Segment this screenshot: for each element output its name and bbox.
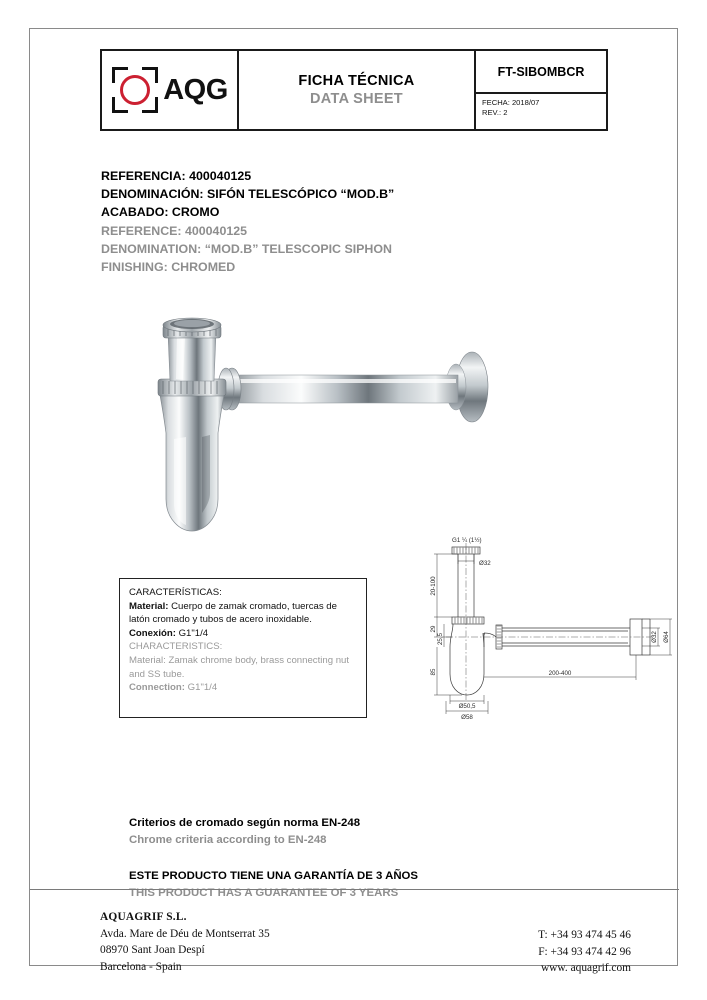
guarantee-en: THIS PRODUCT HAS A GUARANTEE OF 3 YEARS (129, 887, 399, 900)
sheet-title-cell (239, 51, 476, 129)
document-header (100, 49, 608, 131)
company-address-line-1: Avda. Mare de Déu de Montserrat 35 (100, 927, 270, 940)
technical-drawing (422, 529, 692, 729)
dim-flange-diameter: Ø64 (663, 631, 670, 643)
sheet-date: FECHA: 2018/07 (482, 98, 540, 107)
dim-thread: G1 ¼ (1½) (452, 537, 482, 544)
connection-label-en: Connection: (129, 682, 185, 694)
connection-label-es: Conexión: (129, 627, 176, 639)
product-reference-block (101, 167, 571, 276)
company-website[interactable]: www. aquagrif.com (540, 962, 631, 975)
dim-body-inner-diameter: Ø50,5 (458, 703, 476, 710)
dim-body-outer-diameter: Ø58 (461, 714, 473, 721)
dim-telescopic-height: 20-100 (430, 576, 437, 596)
reference-en-1: REFERENCE: 400040125 (101, 223, 248, 238)
sheet-rev: REV.: 2 (482, 108, 508, 118)
material-label-es: Material: (129, 600, 169, 612)
dim-horizontal-length: 200-400 (548, 670, 572, 677)
characteristics-title-es: CARACTERÍSTICAS: (129, 587, 222, 598)
company-fax: F: +34 93 474 42 96 (538, 945, 631, 958)
connection-value-es: G1"1/4 (178, 627, 209, 639)
guarantee-es: ESTE PRODUCTO TIENE UNA GARANTÍA DE 3 AÑOS (129, 870, 419, 882)
company-address-block (100, 909, 270, 975)
material-label-en: Material: (129, 655, 166, 667)
brand-logo-cell (102, 51, 239, 129)
brand-name: AQG (163, 73, 228, 106)
characteristics-title-en: CHARACTERISTICS: (129, 641, 223, 653)
aqg-logo (111, 66, 228, 114)
guarantee-statement (129, 868, 418, 902)
dim-body-height: 85 (430, 668, 437, 676)
dim-inlet-diameter: Ø32 (479, 560, 491, 567)
sheet-title-es: FICHA TÉCNICA (298, 73, 415, 89)
footer-divider (30, 889, 679, 890)
reference-en-3: FINISHING: CHROMED (101, 260, 236, 275)
characteristics-material-es (129, 600, 357, 627)
product-photo (130, 307, 510, 539)
reference-en-2: DENOMINATION: “MOD.B” TELESCOPIC SIPHON (101, 241, 392, 256)
chrome-criteria-statement (129, 815, 360, 849)
company-contact-block (538, 927, 631, 977)
material-text-es: Cuerpo de zamak cromado, tuercas de latón cromado y tubos de acero inoxidable. (129, 600, 337, 626)
reference-es-1: REFERENCIA: 400040125 (101, 169, 252, 183)
company-address-line-2: 08970 Sant Joan Despí (100, 944, 205, 957)
company-phone: T: +34 93 474 45 46 (538, 929, 631, 941)
reference-es-3: ACABADO: CROMO (101, 205, 220, 220)
company-name: AQUAGRIF S.L. (100, 911, 187, 923)
characteristics-material-en (129, 654, 357, 681)
dim-outlet-diameter: Ø32 (651, 631, 658, 643)
dim-offset-height: 25,5 (437, 632, 444, 646)
characteristics-box (119, 578, 367, 718)
chrome-criteria-es: Criterios de cromado según norma EN-248 (129, 817, 361, 829)
sheet-title-en: DATA SHEET (310, 91, 403, 107)
characteristics-connection-en (129, 681, 357, 695)
connection-value-en: G1"1/4 (187, 682, 218, 694)
chrome-criteria-en: Chrome criteria according to EN-248 (129, 834, 327, 847)
document-page (29, 28, 678, 975)
characteristics-connection-es (129, 627, 357, 641)
reference-es-2: DENOMINACIÓN: SIFÓN TELESCÓPICO “MOD.B” (101, 187, 395, 202)
sheet-meta-cell (476, 51, 606, 129)
sheet-code: FT-SIBOMBCR (476, 51, 606, 94)
aqg-logomark-icon (111, 66, 159, 114)
material-text-en: Zamak chrome body, brass connecting nut and SS tube. (129, 655, 350, 680)
dim-neck-height: 29 (430, 625, 437, 633)
company-address-line-3: Barcelona - Spain (100, 960, 182, 973)
sheet-revision-info (476, 94, 606, 129)
document-footer (30, 904, 679, 975)
